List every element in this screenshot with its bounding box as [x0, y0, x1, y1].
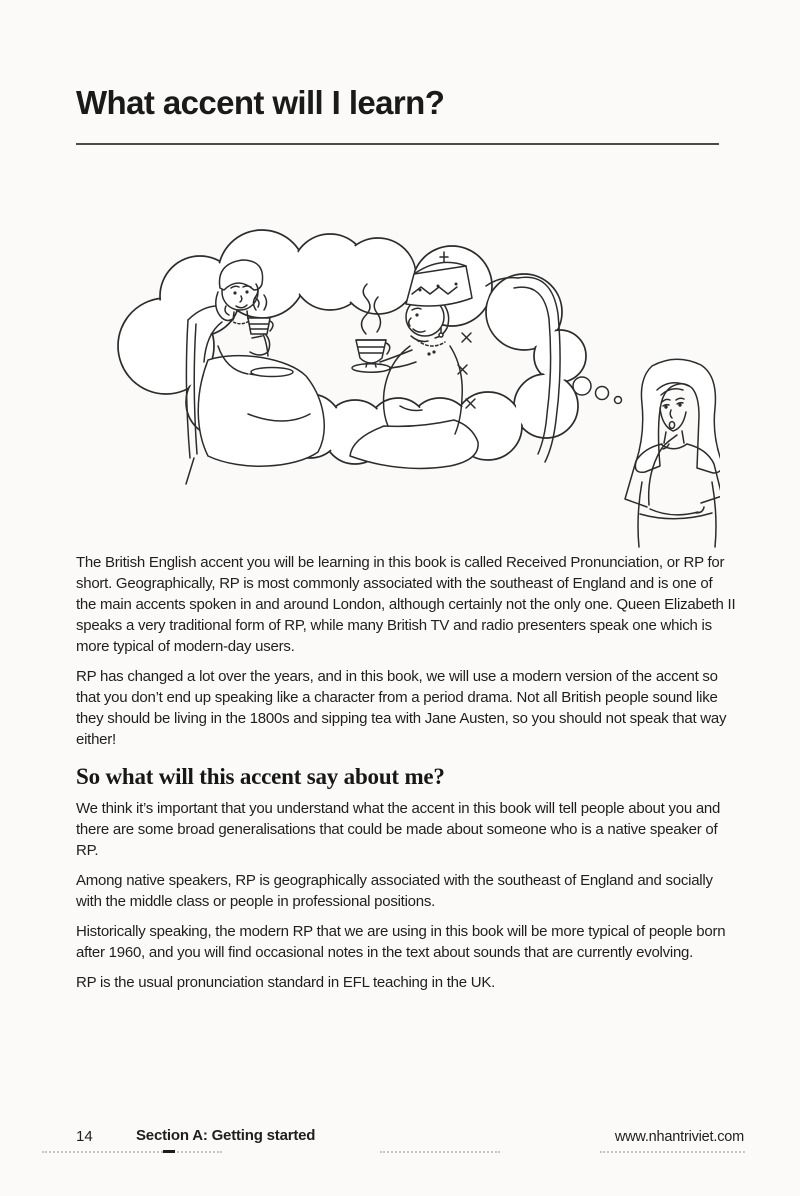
jane-teacup	[248, 318, 273, 334]
scan-artifact-dots	[600, 1151, 745, 1153]
page-body	[76, 552, 736, 1002]
intro-paragraph-1: The British English accent you will be learning in this book is called Received Pronunciation, or RP for short. Geographically, RP is most commonly associated with the southeast of England and is one of the main accents spoken in and around London, although certainly not the only one. Queen Elizabeth II speaks a very traditional form of RP, while many British TV and radio presenters speak one which is more typical of modern-day users.	[76, 554, 736, 655]
thinking-girl-figure	[625, 359, 720, 547]
scan-artifact-dots	[380, 1151, 500, 1153]
scan-artifact-dash	[163, 1150, 175, 1153]
section-paragraph-4: RP is the usual pronunciation standard in EFL teaching in the UK.	[76, 974, 496, 991]
scan-artifact-dots	[42, 1151, 222, 1153]
jane-saucer	[251, 368, 293, 377]
section-paragraph-2: Among native speakers, RP is geographically associated with the southeast of England and socially with the middle class or people in professional positions.	[76, 872, 713, 910]
page-title: What accent will I learn?	[76, 84, 445, 121]
illustration	[100, 216, 720, 548]
footer-page-number: 14	[76, 1128, 93, 1145]
intro-paragraph-2: RP has changed a lot over the years, and in this book, we will use a modern version of the accent so that you don’t end up speaking like a character from a period drama. Not all British people sound like they should be living in the 1800s and sipping tea with Jane Austen, so you should not speak that way either!	[76, 668, 727, 748]
girl-hair	[635, 359, 720, 473]
queen-teacup	[356, 340, 390, 367]
footer-website: www.nhantriviet.com	[614, 1129, 744, 1145]
thought-bubbles-trail	[573, 377, 622, 404]
section-paragraph-1: We think it’s important that you understand what the accent in this book will tell people about you and there are some broad generalisations that could be made about someone who is a native speaker of RP.	[76, 800, 721, 859]
illustration-svg	[100, 216, 720, 548]
title-rule	[76, 143, 719, 145]
section-heading: So what will this accent say about me?	[76, 764, 445, 789]
footer-section-label: Section A: Getting started	[136, 1127, 316, 1144]
section-paragraph-3: Historically speaking, the modern RP that we are using in this book will be more typical of people born after 1960, and you will find occasional notes in the text about sounds that are currently evolving.	[76, 923, 726, 961]
queen-saucer	[352, 364, 390, 372]
